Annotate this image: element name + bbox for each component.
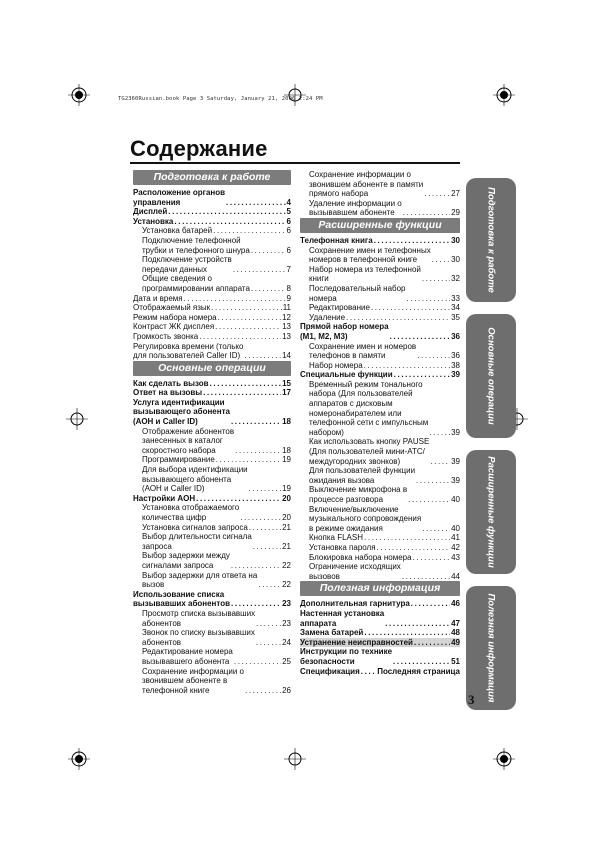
toc-entry-page: 39	[451, 456, 460, 466]
title-divider	[130, 162, 460, 164]
dot-leader	[234, 657, 281, 667]
dot-leader	[414, 638, 450, 648]
toc-entry-page: 11	[282, 303, 291, 313]
toc-entry-page: 33	[451, 293, 460, 303]
toc-entry-page: 8	[286, 283, 291, 293]
toc-entry-title: Настройки АОН	[133, 493, 196, 503]
toc-entry[interactable]	[133, 427, 291, 456]
toc-entry-title: Дисплей	[133, 207, 168, 217]
toc-entry[interactable]	[133, 647, 291, 666]
toc-entry-page: 47	[451, 618, 460, 628]
toc-entry-title: Редактирование номера вызывавшего абонента	[142, 647, 233, 666]
toc-entry-title: Установка батарей	[142, 226, 213, 236]
toc-entry[interactable]	[133, 628, 291, 647]
toc-entry-title: Для выбора идентификации вызывающего абонента (АОН и Caller ID)	[142, 465, 248, 494]
side-tab-label: Расширенные функции	[485, 456, 497, 568]
dot-leader	[235, 446, 281, 456]
toc-entry[interactable]	[300, 370, 460, 380]
dot-leader	[422, 524, 450, 534]
toc-entry-page: 17	[282, 388, 291, 398]
toc-entry-page: 19	[282, 455, 291, 465]
toc-entry-page: 23	[282, 599, 291, 609]
toc-entry-page: 4	[286, 197, 291, 207]
toc-entry-page: 7	[286, 264, 291, 274]
toc-entry[interactable]	[300, 485, 460, 504]
toc-entry-page: 43	[451, 552, 460, 562]
dot-leader	[361, 667, 376, 677]
toc-entry-page: 51	[451, 656, 460, 666]
toc-entry[interactable]	[300, 361, 460, 371]
toc-entry-title: Для пользователей функции ожидания вызова	[309, 466, 416, 485]
toc-entry-title: Установка пароля	[309, 542, 376, 552]
toc-entry-page: 39	[451, 427, 460, 437]
toc-entry-page: 32	[451, 274, 460, 284]
toc-entry-page: 13	[282, 331, 291, 341]
toc-entry-title: Выбор задержки между сигналами запроса	[142, 551, 230, 570]
toc-entry-title: Последовательный набор номера	[309, 283, 406, 303]
dot-leader	[394, 370, 450, 380]
side-tab-label: Полезная информация	[485, 593, 497, 703]
toc-entry[interactable]	[133, 609, 291, 628]
toc-entry[interactable]	[300, 553, 460, 563]
toc-entry-page: 42	[451, 542, 460, 552]
toc-entry-page: Последняя страница	[377, 666, 460, 676]
toc-entry[interactable]	[133, 532, 291, 551]
dot-leader	[249, 484, 281, 494]
toc-entry-page: 20	[282, 513, 291, 522]
registration-mark-icon	[493, 84, 515, 106]
toc-entry-title: Спецификация	[300, 666, 360, 676]
dot-leader	[416, 476, 450, 486]
page-title: Содержание	[130, 136, 268, 161]
toc-entry-page: 15	[282, 378, 291, 388]
toc-entry-title: Временный режим тонального набора (Для пользователей аппаратов с дисковым номеронабирателем или телефонной сети с импульсным набором)	[309, 379, 429, 437]
toc-entry-title: Настенная установка аппарата	[300, 608, 385, 628]
toc-entry-page: 34	[451, 303, 460, 313]
toc-entry[interactable]	[300, 199, 460, 218]
toc-entry[interactable]	[133, 551, 291, 570]
toc-entry-title: Расположение органов управления	[133, 188, 226, 207]
toc-entry[interactable]	[300, 322, 460, 341]
toc-entry[interactable]	[300, 313, 460, 323]
toc-entry-title: Прямой набор номера (M1, M2, M3)	[300, 322, 389, 341]
toc-entry-title: Просмотр списка вызывавших абонентов	[142, 608, 256, 628]
dot-leader	[432, 255, 450, 265]
registration-mark-icon	[68, 84, 90, 106]
toc-entry[interactable]	[133, 342, 291, 361]
dot-leader	[256, 638, 281, 648]
toc-entry-title: Отображаемый язык	[133, 303, 211, 313]
toc-entry[interactable]	[300, 284, 460, 303]
toc-entry-title: Устранение неисправностей	[300, 637, 413, 647]
toc-entry-title: Удаление информации о вызывавшем абоненте	[309, 198, 402, 218]
toc-entry-title: Ограничение исходящих вызовов	[309, 562, 401, 581]
dot-leader	[218, 313, 281, 323]
dot-leader	[216, 455, 281, 465]
toc-entry[interactable]	[300, 236, 460, 246]
toc-entry-page: 20	[282, 493, 291, 503]
section-banner: Подготовка к работе	[133, 170, 291, 185]
toc-entry-title: Установка сигналов запроса	[142, 522, 248, 532]
toc-entry[interactable]	[300, 628, 460, 638]
toc-entry[interactable]	[133, 217, 291, 227]
toc-entry-page: 24	[282, 637, 291, 647]
registration-mark-icon	[284, 748, 306, 770]
dot-leader	[374, 236, 450, 246]
toc-entry-title: Выбор задержки для ответа на вызов	[142, 570, 258, 590]
dot-leader	[430, 457, 450, 467]
toc-entry[interactable]	[133, 313, 291, 323]
toc-entry-page: 18	[282, 445, 291, 455]
registration-mark-icon	[66, 408, 88, 430]
toc-entry[interactable]	[300, 533, 460, 543]
toc-entry-page: 19	[282, 484, 291, 494]
toc-entry-title: Выбор длительности сигнала запроса	[142, 532, 252, 551]
dot-leader	[203, 388, 281, 398]
toc-entry-page: 22	[282, 560, 291, 570]
toc-entry[interactable]	[300, 246, 460, 265]
dot-leader	[256, 619, 281, 629]
dot-leader	[413, 553, 451, 563]
toc-entry-title: Специальные функции	[300, 370, 393, 380]
dot-leader	[251, 284, 286, 294]
dot-leader	[417, 351, 450, 361]
toc-entry[interactable]	[300, 647, 460, 666]
dot-leader	[199, 332, 281, 342]
dot-leader	[403, 208, 450, 218]
toc-entry-page: 9	[286, 293, 291, 303]
toc-entry[interactable]	[133, 494, 291, 504]
dot-leader	[253, 542, 281, 552]
toc-entry-title: Выключение микрофона в процессе разговора	[309, 485, 408, 504]
dot-leader	[407, 294, 451, 304]
toc-entry-title: Инструкции по технике безопасности	[300, 647, 393, 666]
toc-entry-page: 18	[282, 417, 291, 427]
dot-leader	[231, 417, 281, 427]
toc-column-left	[133, 170, 291, 695]
toc-entry-title: Редактирование	[309, 303, 370, 313]
toc-entry-page: 46	[451, 599, 460, 609]
dot-leader	[390, 332, 451, 342]
toc-entry-title: Контраст ЖК дисплея	[133, 322, 215, 332]
dot-leader	[377, 543, 451, 553]
toc-entry[interactable]	[133, 455, 291, 465]
toc-entry-page: 30	[451, 255, 460, 265]
toc-entry[interactable]	[300, 380, 460, 438]
dot-leader	[364, 361, 450, 371]
dot-leader	[210, 379, 282, 389]
toc-entry[interactable]	[133, 379, 291, 389]
dot-leader	[346, 313, 450, 323]
toc-entry-title: Сохранение имен и телефонных номеров в телефонной книге	[309, 245, 431, 265]
toc-entry-title: Установка отображаемого количества цифр	[142, 503, 240, 522]
dot-leader	[249, 523, 281, 533]
toc-entry-title: Услуга идентификации вызывающего абонента (АОН и Caller ID)	[133, 397, 230, 427]
toc-entry[interactable]	[300, 667, 460, 677]
toc-entry-title: Дополнительная гарнитура	[300, 599, 410, 609]
toc-entry-title: Звонок по списку вызывавших абонентов	[142, 628, 255, 647]
toc-entry[interactable]	[133, 332, 291, 342]
toc-entry[interactable]	[133, 322, 291, 332]
toc-entry[interactable]	[133, 236, 291, 255]
toc-entry[interactable]	[133, 590, 291, 609]
toc-entry[interactable]	[133, 523, 291, 533]
toc-entry-page: 49	[451, 637, 460, 647]
toc-entry[interactable]	[300, 543, 460, 553]
dot-leader	[393, 657, 450, 667]
toc-entry[interactable]	[133, 503, 291, 522]
toc-entry-title: Как сделать вызов	[133, 378, 209, 388]
toc-entry-page: 12	[282, 312, 291, 322]
toc-entry-title: Набор номера	[309, 360, 363, 370]
toc-entry[interactable]	[133, 303, 291, 313]
toc-entry-page: 38	[451, 360, 460, 370]
dot-leader	[371, 303, 450, 313]
toc-entry-title: Отображение абонентов занесенных в каталог скоростного набора	[142, 426, 235, 455]
toc-entry-page: 13	[282, 322, 291, 332]
toc-entry-page: 44	[451, 571, 460, 581]
toc-entry-title: Ответ на вызовы	[133, 388, 203, 398]
toc-entry-page: 6	[286, 216, 291, 226]
dot-leader	[233, 265, 286, 275]
toc-entry[interactable]	[300, 599, 460, 609]
toc-entry[interactable]	[300, 303, 460, 313]
side-tab-label: Подготовка к работе	[485, 187, 497, 293]
toc-entry[interactable]	[133, 207, 291, 217]
dot-leader	[408, 495, 450, 505]
toc-entry[interactable]	[300, 342, 460, 361]
toc-entry-title: Подключение телефонной трубки и телефонного шнура	[142, 235, 250, 255]
toc-entry[interactable]	[300, 638, 460, 648]
section-banner: Полезная информация	[300, 581, 460, 596]
dot-leader	[364, 628, 450, 638]
page-number: 3	[468, 692, 475, 707]
toc-entry-page: 25	[282, 656, 291, 666]
side-tab-basic-operations[interactable]	[466, 314, 516, 438]
side-tab-preparation[interactable]	[466, 178, 516, 302]
toc-entry-title: Использование списка вызывавших абонентов	[133, 589, 231, 609]
toc-entry[interactable]	[133, 398, 291, 427]
toc-entry[interactable]	[300, 505, 460, 534]
toc-entry-title: Сохранение имен и номеров телефонов в памяти	[309, 341, 417, 361]
toc-entry[interactable]	[133, 188, 291, 207]
toc-entry[interactable]	[300, 609, 460, 628]
toc-entry[interactable]	[300, 170, 460, 199]
toc-entry-page: 30	[451, 235, 460, 245]
toc-entry[interactable]	[133, 294, 291, 304]
section-banner: Расширенные функции	[300, 218, 460, 233]
dot-leader	[411, 599, 450, 609]
dot-leader	[211, 303, 282, 313]
toc-entry-page: 26	[282, 685, 291, 695]
toc-entry-title: Регулировка времени (только для пользователей Caller ID)	[133, 341, 244, 361]
toc-entry-title: Режим набора номера	[133, 312, 217, 322]
toc-entry-page: 36	[451, 331, 460, 341]
toc-entry-title: Кнопка FLASH	[309, 533, 363, 543]
toc-entry-page: 36	[451, 351, 460, 361]
toc-entry-title: Сохранение информации о звонившем абоненте в памяти прямого набора	[309, 170, 424, 199]
dot-leader	[429, 428, 450, 438]
toc-entry-page: 21	[282, 522, 291, 532]
toc-entry-page: 14	[282, 351, 291, 361]
toc-entry-page: 21	[282, 541, 291, 551]
toc-entry-page: 22	[282, 580, 291, 590]
toc-entry[interactable]	[133, 274, 291, 293]
toc-entry[interactable]	[133, 571, 291, 590]
toc-entry-page: 29	[451, 208, 460, 218]
toc-entry-title: Телефонная книга	[300, 235, 373, 245]
toc-entry-title: Блокировка набора номера	[309, 552, 412, 562]
registration-mark-icon	[68, 748, 90, 770]
toc-entry-page: 40	[451, 523, 460, 533]
toc-entry[interactable]	[133, 255, 291, 274]
dot-leader	[213, 226, 285, 236]
toc-entry-page: 5	[286, 207, 291, 217]
toc-entry-title: Как использовать кнопку PAUSE (Для пользователей мини-АТС/ междугородних звонков)	[309, 437, 430, 466]
toc-entry-title: Дата и время	[133, 293, 183, 303]
toc-entry-page: 6	[286, 245, 291, 255]
toc-entry-page: 35	[451, 312, 460, 322]
registration-mark-icon	[284, 84, 306, 106]
section-banner: Основные операции	[133, 361, 291, 376]
dot-leader	[231, 561, 281, 571]
toc-entry-title: Громкость звонка	[133, 331, 199, 341]
dot-leader	[196, 494, 281, 504]
dot-leader	[251, 246, 286, 256]
toc-entry-page: 41	[451, 533, 460, 543]
toc-entry-page: 39	[451, 370, 460, 380]
dot-leader	[215, 322, 281, 332]
toc-entry[interactable]	[300, 437, 460, 466]
dot-leader	[184, 294, 286, 304]
side-tab-label: Основные операции	[485, 327, 497, 425]
toc-entry-page: 27	[451, 189, 460, 199]
dot-leader	[402, 572, 450, 582]
registration-mark-icon	[493, 748, 515, 770]
toc-entry-title: Установка	[133, 216, 174, 226]
toc-entry-page: 48	[451, 628, 460, 638]
dot-leader	[174, 217, 285, 227]
dot-leader	[226, 198, 286, 208]
dot-leader	[168, 207, 285, 217]
toc-entry-title: Подключение устройств передачи данных	[142, 255, 232, 274]
side-tab-advanced-functions[interactable]	[466, 450, 516, 574]
dot-leader	[422, 274, 450, 284]
toc-entry[interactable]	[300, 466, 460, 485]
dot-leader	[240, 513, 281, 523]
toc-entry-title: Сохранение информации о звонившем абоненте в телефонной книге	[142, 666, 244, 695]
toc-entry-page: 23	[282, 618, 291, 628]
toc-entry[interactable]	[300, 265, 460, 284]
toc-entry[interactable]	[133, 226, 291, 236]
toc-entry-title: Включение/выключение музыкального сопровождения в режиме ожидания	[309, 504, 422, 533]
dot-leader	[245, 686, 281, 696]
toc-entry[interactable]	[133, 667, 291, 696]
toc-entry-page: 39	[451, 475, 460, 485]
toc-entry-title: Программирование	[142, 455, 215, 465]
toc-column-right	[300, 170, 460, 676]
toc-entry-title: Набор номера из телефонной книги	[309, 264, 421, 284]
toc-entry[interactable]	[300, 562, 460, 581]
toc-entry[interactable]	[133, 465, 291, 494]
toc-entry-page: 6	[286, 226, 291, 236]
file-header: TG2360Russian.book Page 3 Saturday, January 21, 2006 2:24 PM	[118, 96, 323, 102]
toc-entry-page: 40	[451, 495, 460, 504]
side-tabs	[466, 178, 516, 722]
dot-leader	[231, 599, 281, 609]
dot-leader	[244, 351, 281, 361]
dot-leader	[424, 189, 450, 199]
toc-entry[interactable]	[133, 388, 291, 398]
toc-entry-title: Замена батарей	[300, 628, 364, 638]
dot-leader	[364, 533, 450, 543]
toc-entry-title: Общие сведения о программировании аппарата	[142, 274, 250, 293]
toc-entry-title: Удаление	[309, 312, 346, 322]
dot-leader	[258, 580, 281, 590]
dot-leader	[385, 619, 450, 629]
